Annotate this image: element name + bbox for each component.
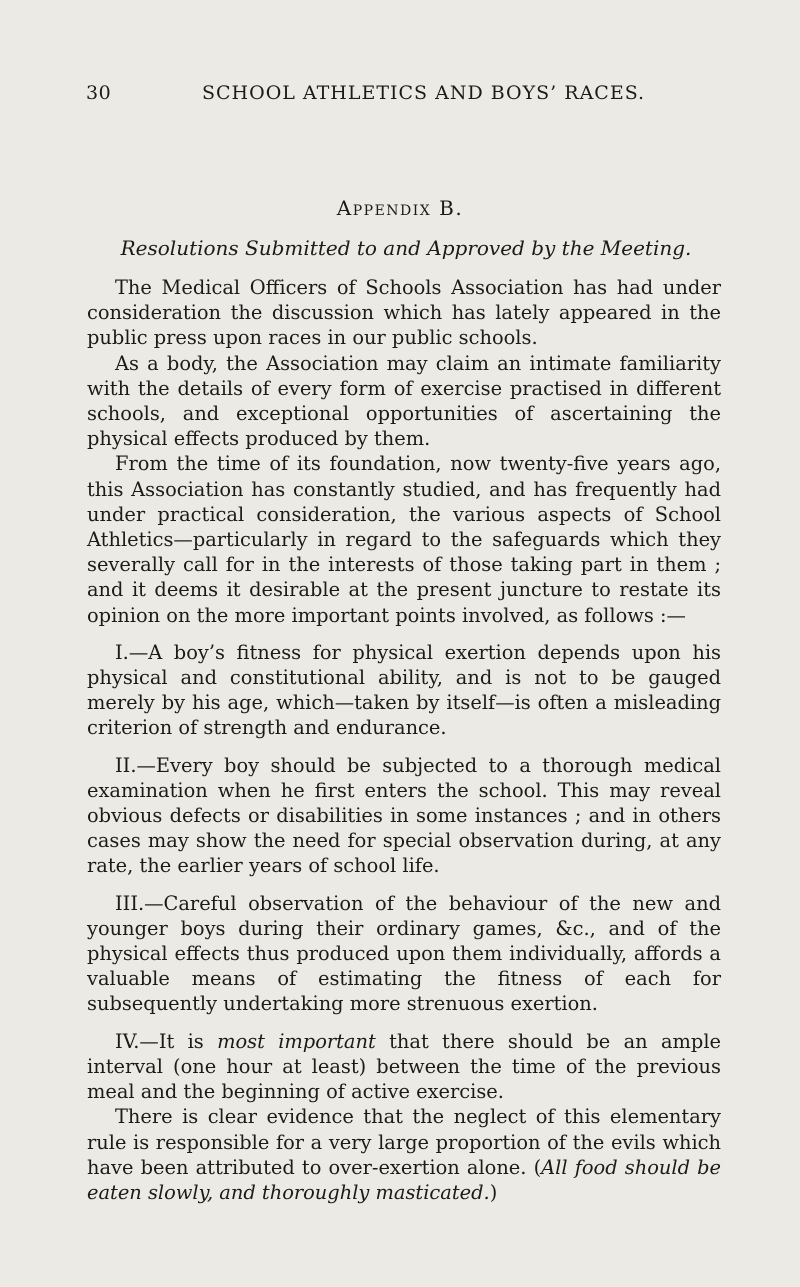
paragraph-foundation: From the time of its foundation, now twenty-five years ago, this Association has constantly studied, and has frequently had under practical consideration, the various aspects of School Athletics—particularly in regard to the safeguards which they severally call for in the interests of those taking part in them ; and it deems it desirable at the present juncture to restate its opinion on the more important points involved, as follows :— [87,452,721,627]
page-number: 30 [86,82,112,104]
paragraph-intro: The Medical Officers of Schools Association has had under consideration the discussion which has lately appeared in the public press upon races in our public schools. [87,276,721,350]
resolution-1: I.—A boy’s fitness for physical exertion depends upon his physical and constitutional ability, and is not to be gauged merely by his age, which—taken by itself—is often a misleading criterion of strength and endurance. [87,640,721,740]
body-text [87,275,721,1205]
page-header [86,82,726,112]
resolution-4-text-b: that there should be an ample interval (one hour at least) between the time of the previous meal and the beginning of active exercise. [87,1029,722,1104]
resolution-4-text-a: IV.—It is [115,1029,218,1053]
appendix-title: Appendix B. [336,196,464,220]
running-title: SCHOOL ATHLETICS AND BOYS’ RACES. [202,82,646,104]
resolution-2: II.—Every boy should be subjected to a thorough medical examination when he first enters the school. This may reveal obvious defects or disabilities in some instances ; and in others cases may show the need for special observation during, at any rate, the earlier years of school life. [87,753,721,878]
resolution-4 [87,1029,721,1105]
evidence-emphasis: All food should be eaten slowly, and thoroughly masticated. [87,1155,721,1204]
evidence-text-b: ) [489,1180,498,1204]
section-subheading: Resolutions Submitted to and Approved by the Meeting. [120,236,692,260]
paragraph-evidence [87,1104,721,1205]
resolution-3: III.—Careful observation of the behaviour of the new and younger boys during their ordinary games, &c., and of the physical effects thus produced upon them individually, affords a valuable means of estimating the fitness of each for subsequently undertaking more strenuous exertion. [87,891,721,1016]
resolution-4-emphasis: most important [217,1029,376,1053]
evidence-text-a: There is clear evidence that the neglect of this elementary rule is responsible for a very large proportion of the evils which have been attributed to over-exertion alone. ( [87,1105,721,1179]
paragraph-association: As a body, the Association may claim an intimate familiarity with the details of every form of exercise practised in different schools, and exceptional opportunities of ascertaining the physical effects produced by them. [87,351,721,451]
